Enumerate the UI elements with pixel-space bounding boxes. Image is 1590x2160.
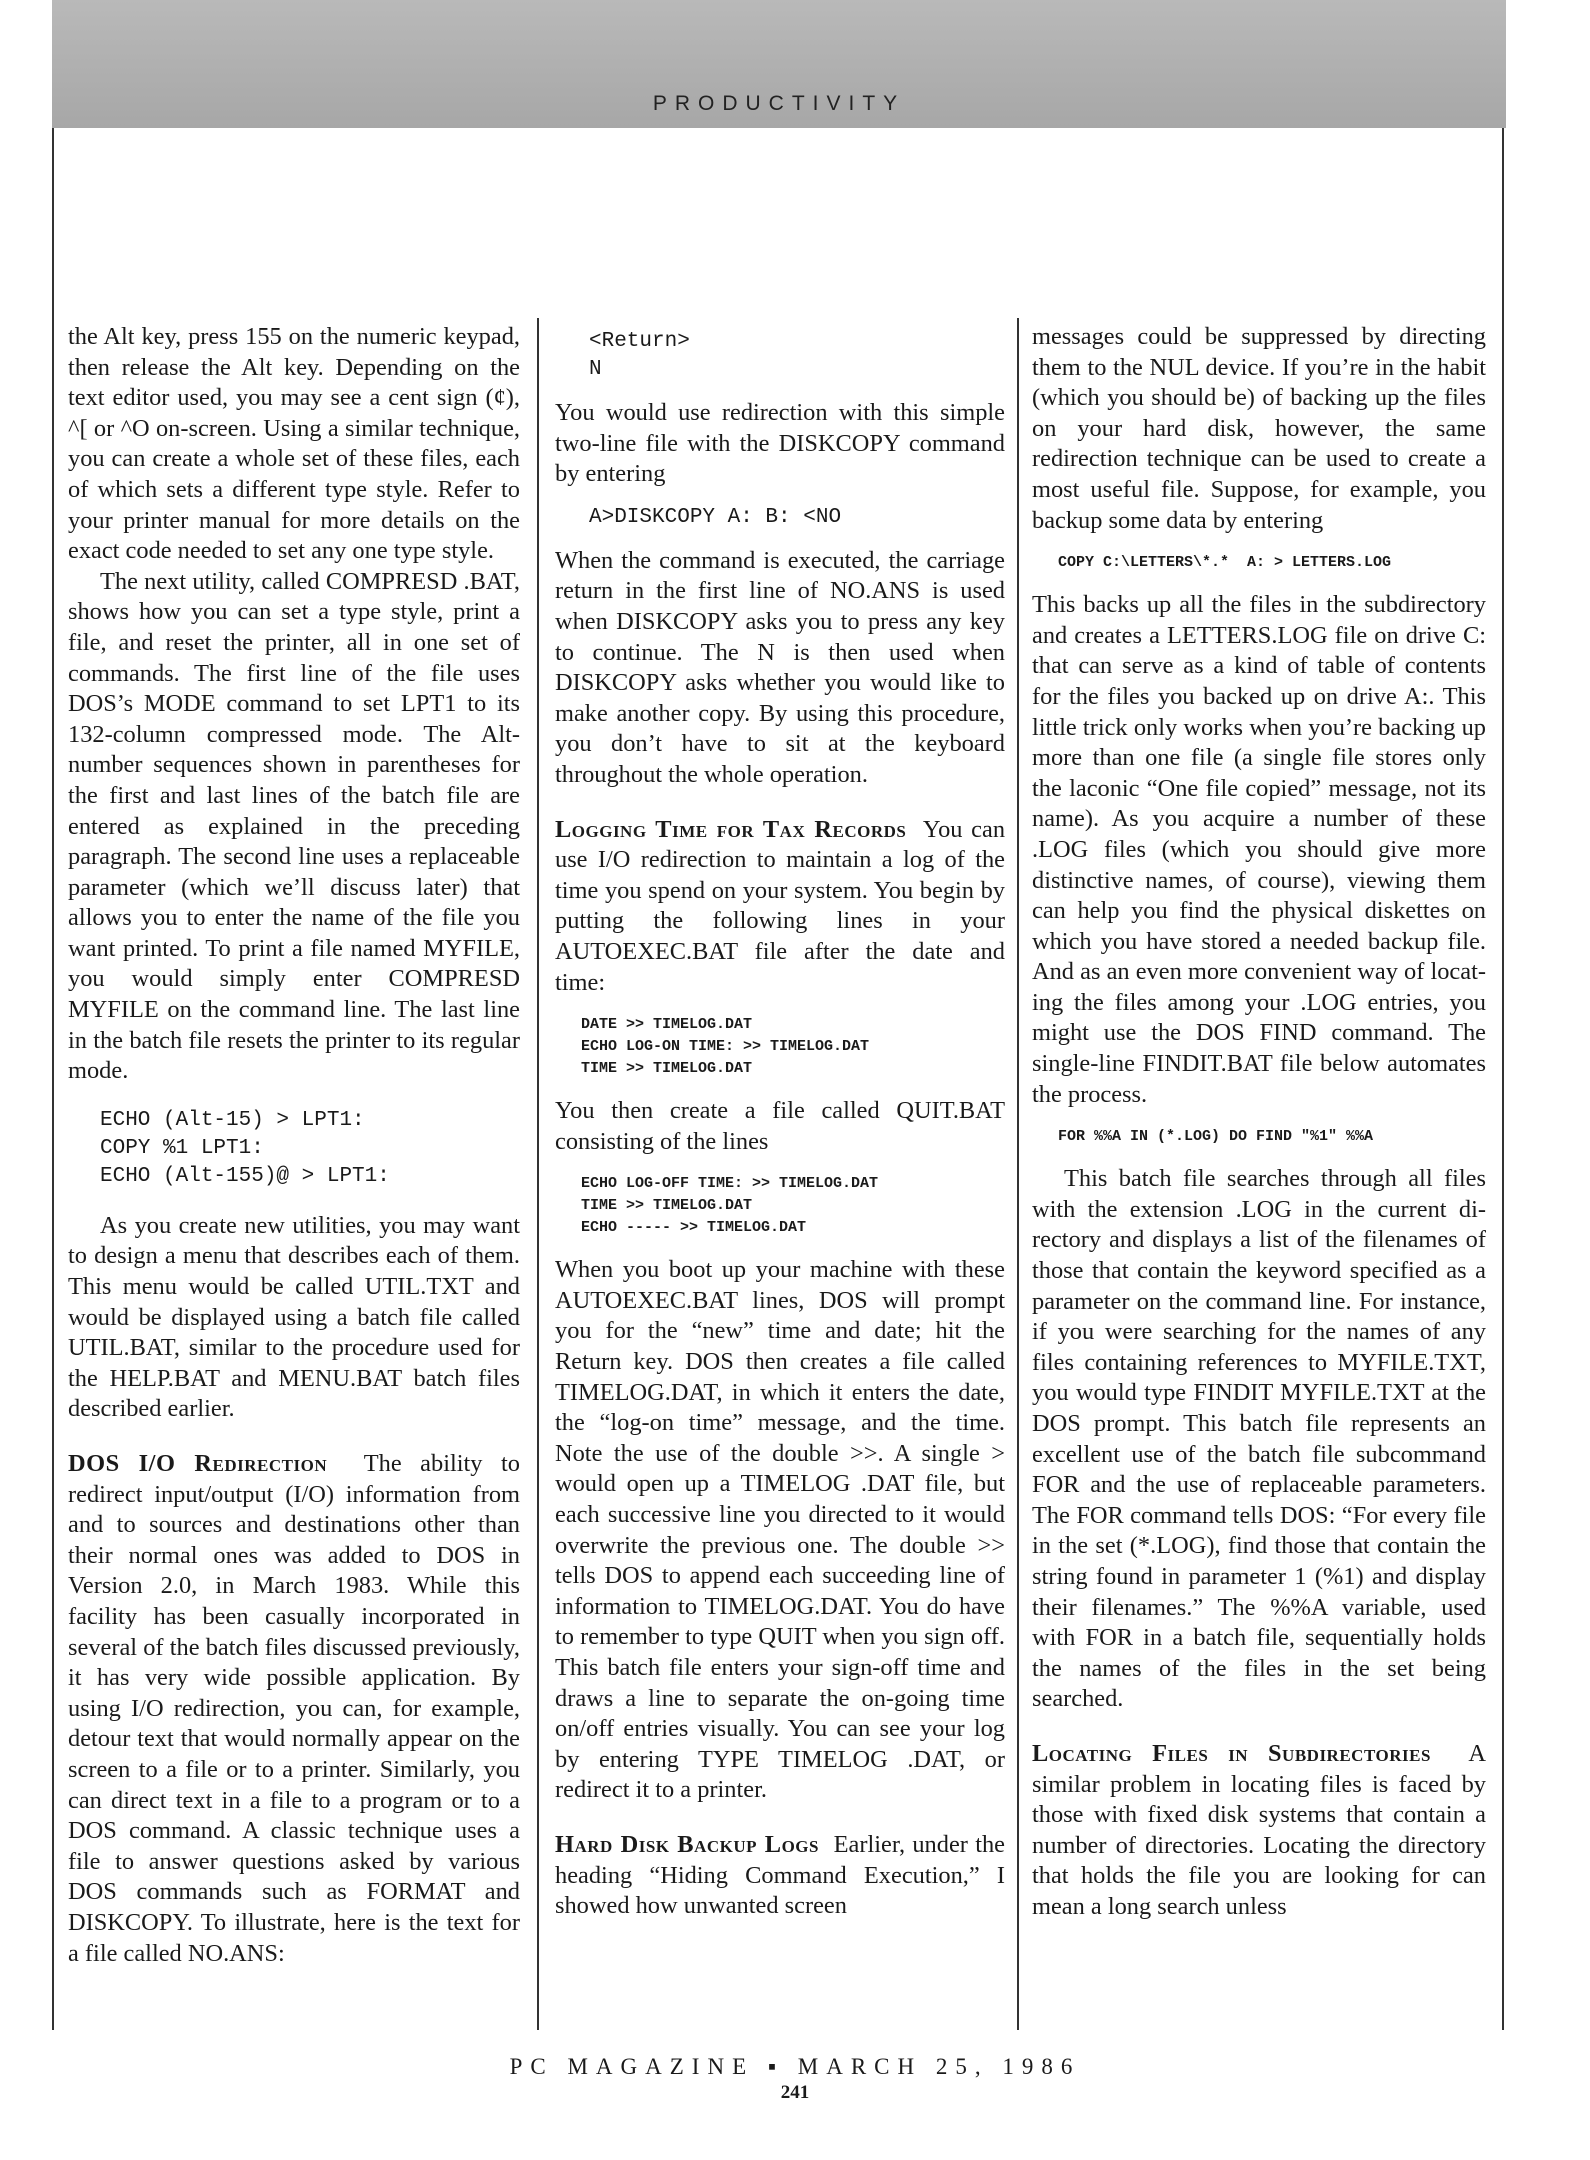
paragraph: messages could be suppressed by directing them to the NUL device. If you’re in the habit (which you should be) of backing up the files on your hard disk, however, the same redirection technique can be used to create a most useful file. Suppose, for example, you backup some data by entering (1032, 323, 1486, 534)
header-band (52, 0, 1506, 128)
paragraph-text: A similar problem in locating files is faced by those with fixed disk systems that contain a number of directories. Locating the directory that holds the file you are looking for can mean a long search unless (1032, 1739, 1486, 1920)
paragraph: When the command is executed, the carriage return in the first line of NO.ANS is used when DISKCOPY asks you to press any key to continue. The N is then used when DISKCOPY asks whether you would like to make another copy. By using this procedure, you don’t have to sit at the keyboard throughout the whole operation. (555, 546, 1005, 788)
code-block: ECHO (Alt-15) > LPT1: COPY %1 LPT1: ECHO (Alt-155)@ > LPT1: (100, 1108, 390, 1188)
code-block: A>DISKCOPY A: B: <NO (589, 505, 842, 529)
section-heading: Logging Time for Tax Records (555, 815, 907, 843)
paragraph: As you create new utilities, you may want to design a menu that describes each of them. This menu would be called UTIL.TXT and would be displayed using a batch file called UTIL.BAT, similar to the procedure used for the HELP.BAT and MENU.BAT batch files described earlier. (68, 1211, 520, 1423)
paragraph-text: You can use I/O redirection to maintain a log of the time you spend on your system. You begin by putting the following lines in your AUTOEXEC.BAT file after the date and time: (555, 815, 1006, 996)
paragraph (555, 815, 1005, 999)
column-rule-1 (537, 318, 539, 2030)
paragraph-text: Earlier, under the heading “Hiding Command Execution,” I showed how unwanted screen (555, 1830, 1005, 1920)
paragraph (555, 1830, 1005, 1922)
code-block: COPY C:\LETTERS\*.* A: > LETTERS.LOG (1058, 554, 1392, 572)
right-border-rule (1502, 128, 1504, 2030)
paragraph: When you boot up your machine with these AUTOEXEC.BAT lines, DOS will prompt you for the “new” time and date; hit the Return key. DOS then creates a file called TIMELOG.DAT, in which it enters the date, the “log-on time” message, and the time. Note the use of the double >>. A single > would open up a TIMELOG .DAT file, but each successive line you directed to it would overwrite the previous one. The double >> tells DOS to append each succeeding line of information to TIMELOG.DAT. You do have to remember to type QUIT when you sign off. This batch file enters your sign-off time and draws a line to separate the on-going time on/off entries visually. You can see your log by entering TYPE TIMELOG .DAT, or redirect it to a printer. (555, 1256, 1005, 1804)
code-block: DATE >> TIMELOG.DAT ECHO LOG-ON TIME: >> TIMELOG.DAT TIME >> TIMELOG.DAT (581, 1016, 870, 1078)
left-border-rule (52, 128, 54, 2030)
paragraph (1032, 1739, 1486, 1923)
paragraph: You then create a file called QUIT.BAT consisting of the lines (555, 1097, 1005, 1155)
paragraph (68, 1449, 520, 1969)
section-heading: DOS I/O Redirection (68, 1450, 328, 1477)
section-heading: Locating Files in Subdirectories (1032, 1739, 1431, 1767)
paragraph: This batch file searches through all files with the extension .LOG in the current directory and displays a list of the filenames of those that contain the keyword specified as a parameter on the command line. For instance, if you were searching for the names of any files containing references to MYFILE.TXT, you would type FINDIT MYFILE.TXT at the DOS prompt. This batch file represents an excellent use of the batch file subcommand FOR and the use of replaceable parameters. The FOR command tells DOS: “For every file in the set (*.LOG), find those that contain the string found in parameter 1 (%1) and display their filenames.” The %%A variable, used with FOR in a batch file, sequentially holds the names of the files in the set being searched. (1032, 1165, 1486, 1713)
column-2 (555, 322, 1005, 1922)
paragraph-text: The ability to redirect input/output (I/O) information from and to sources and destinations other than their normal ones was added to DOS in Version 2.0, in March 1983. While this facility has been casually incorporated in several of the batch files discussed previously, it has very wide possible application. By using I/O redirection, you can, for example, detour text that would normally appear on the screen to a file or to a printer. Similarly, you can direct text in a file to a program or to a DOS command. A classic technique uses a file to answer questions asked by various DOS commands such as FORMAT and DISKCOPY. To illustrate, here is the text for a file called NO.ANS: (68, 1450, 520, 1967)
section-label: PRODUCTIVITY (652, 92, 906, 115)
column-3 (1032, 322, 1486, 1923)
paragraph: the Alt key, press 155 on the numeric keypad, then release the Alt key. Depending on the text editor used, you may see a cent sign (¢), ^[ or ^O on-screen. Using a similar technique, you can create a whole set of these files, each of which sets a different type style. Refer to your printer manual for more details on the exact code needed to set any one type style. (68, 323, 520, 565)
section-heading: Hard Disk Backup Logs (555, 1830, 819, 1858)
paragraph: This backs up all the files in the subdirectory and creates a LETTERS.LOG file on drive C: that can serve as a kind of table of contents for the files you backed up on drive A:. This little trick only works when you’re backing up more than one file (a single file stores only the laconic “One file copied” message, not its name). As you acquire a number of these .LOG files (which you should give more distinctive names, of course), viewing them can help you find the physical diskettes on which you have stored a needed backup file. And as an even more convenient way of locating the files among your .LOG entries, you might use the DOS FIND command. The single-line FINDIT.BAT file below automates the process. (1032, 591, 1486, 1108)
code-block: ECHO LOG-OFF TIME: >> TIMELOG.DAT TIME >> TIMELOG.DAT ECHO ----- >> TIMELOG.DAT (581, 1175, 879, 1237)
paragraph: You would use redirection with this simple two-line file with the DISKCOPY command by entering (555, 399, 1005, 488)
footer-magazine: PC MAGAZINE ▪ MARCH 25, 1986 (509, 2054, 1081, 2079)
column-1 (68, 322, 520, 1969)
column-rule-2 (1017, 318, 1019, 2030)
paragraph: The next utility, called COMPRESD .BAT, shows how you can set a type style, print a file, and reset the printer, all in one set of commands. The first line of the file uses DOS’s MODE command to set LPT1 to its 132-column compressed mode. The Alt-number sequences shown in parentheses for the first and last lines of the batch file are entered as explained in the preceding paragraph. The second line uses a replaceable parameter (which we’ll discuss later) that allows you to enter the name of the file you want printed. To print a file named MYFILE, you would simply enter COMPRESD MYFILE on the command line. The last line in the batch file resets the printer to its regular mode. (68, 567, 520, 1085)
page-number: 241 (780, 2082, 810, 2103)
code-block: FOR %%A IN (*.LOG) DO FIND "%1" %%A (1058, 1128, 1374, 1146)
code-block: <Return> N (589, 330, 690, 381)
